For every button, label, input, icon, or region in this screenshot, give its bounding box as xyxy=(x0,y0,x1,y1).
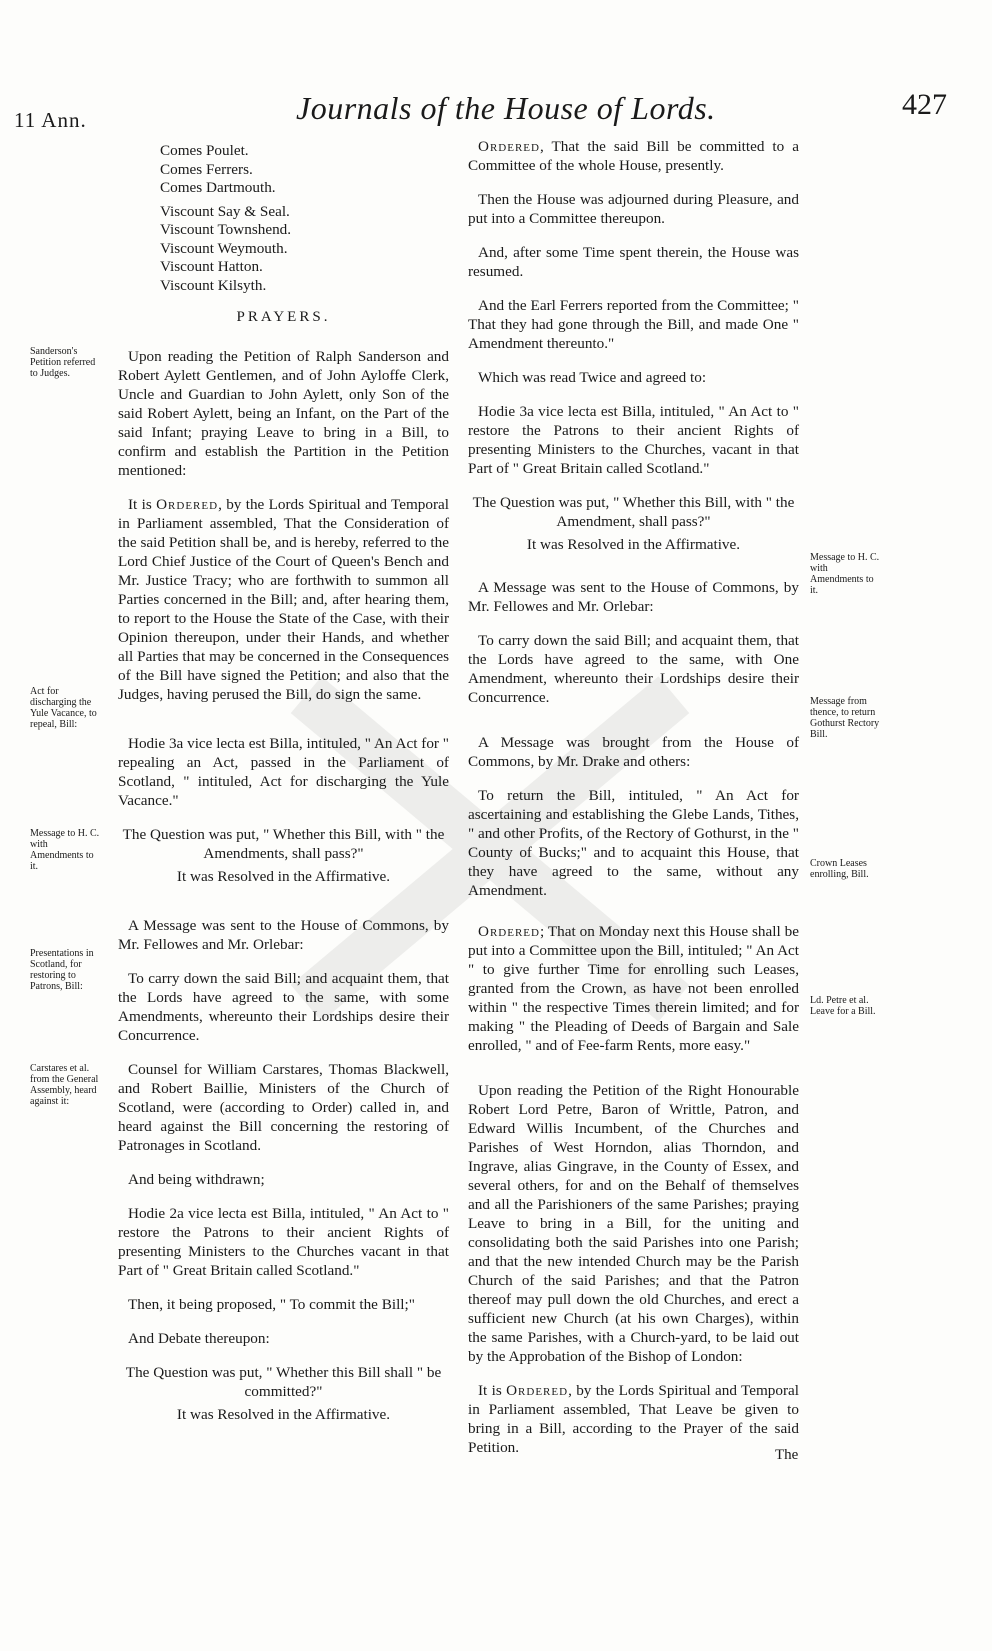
pass-question: The Question was put, " Whether this Bill, with " the Amendment, shall pass?" xyxy=(472,494,795,530)
peer-name: Viscount Weymouth. xyxy=(160,239,288,257)
prayers-heading: PRAYERS. xyxy=(236,309,331,325)
peer-name: Viscount Say & Seal. xyxy=(160,202,290,220)
leave-given-paragraph: It is Ordered, by the Lords Spiritual and Temporal in Parliament assembled, That Leave be given to bring in a Bill, according to the Prayer of the said Petition. xyxy=(468,1382,799,1456)
margin-note-crown-leases: Crown Leases enrolling, Bill. xyxy=(810,858,869,880)
reported-paragraph: And the Earl Ferrers reported from the Committee; " That they had gone through the Bill, and made One " Amendment thereunto." xyxy=(468,297,799,352)
right-column xyxy=(468,137,799,1472)
withdrawn-line: And being withdrawn; xyxy=(128,1171,265,1188)
margin-note-sanderson: Sanderson's Petition referred to Judges. xyxy=(30,346,96,379)
ordered-referral-text: , by the Lords Spiritual and Temporal in Parliament assembled, That the Consideration of the said Petition shall be, and is hereby, referred to the Lord Chief Justice of the Court of Queen's Bench and Mr. Justice Tracy; who are forthwith to summon all Parties concerned in the Bill; and, after hearing them, to report to the House the State of the Case, with their Opinion thereupon, under their Hands, and whether all Parties that may be concerned in the Consequences of the Bill have signed the Petition; and also that the Judges, having perused the Bill, do sign the same. xyxy=(118,496,449,703)
pass-resolved: It was Resolved in the Affirmative. xyxy=(526,536,741,553)
yule-resolved: It was Resolved in the Affirmative. xyxy=(176,868,391,885)
hodie-third-reading-paragraph: Hodie 3a vice lecta est Billa, intituled, " An Act to " restore the Patrons to their ancient Rights of presenting Ministers to the Churches, vacant in that Part of " Great Britain called Scotland." xyxy=(468,403,799,477)
margin-note-petre: Ld. Petre et al. Leave for a Bill. xyxy=(810,995,876,1017)
petre-petition-paragraph: Upon reading the Petition of the Right Honourable Robert Lord Petre, Baron of Writtle, Patron, and Edward Willis Incumbent, of the Churches and Parishes of West Horndon, alias Thorndon, and Ingrave, alias Gingrave, in the County of Essex, and several others, for and on the Behalf of themselves and all the Parishioners of the same Parishes; praying Leave to bring in a Bill, for the uniting and consolidating both the said Parishes into one Parish; and that the new intended Church may be the Parish Church of the said Parishes; and that the Patron thereof may pull down the old Churches, and erect a sufficient new Church (at his own Charges), within the same Parishes, with a Church-yard, to be laid out by the Approbation of the Bishop of London: xyxy=(468,1082,799,1365)
counsel-paragraph: Counsel for William Carstares, Thomas Blackwell, and Robert Baillie, Ministers of the Church of Scotland, were (according to Order) called in, and heard against the Bill concerning the restoring of Patronages in Scotland. xyxy=(118,1061,449,1154)
margin-note-message-right: Message to H. C. with Amendments to it. xyxy=(810,552,880,596)
catchword: The xyxy=(775,1447,799,1463)
journal-title: Journals of the House of Lords. xyxy=(296,90,716,126)
ordered-word: Ordered xyxy=(506,1382,569,1399)
read-twice-line: Which was read Twice and agreed to: xyxy=(478,369,707,386)
peer-name: Comes Poulet. xyxy=(160,142,249,159)
ordered-word: Ordered xyxy=(156,496,219,513)
peer-name: Viscount Hatton. xyxy=(160,258,263,275)
margin-note-message: Message to H. C. with Amendments to it. xyxy=(30,828,100,872)
peers-list xyxy=(160,142,449,295)
peer-name: Comes Dartmouth. xyxy=(160,179,276,196)
left-column xyxy=(118,142,449,1437)
page-header xyxy=(0,84,992,132)
ordered-referral-paragraph: It is Ordered, by the Lords Spiritual and Temporal in Parliament assembled, That the Consideration of the said Petition shall be, and is hereby, referred to the Lord Chief Justice of the Court of Queen's Bench and Mr. Justice Tracy; who are forthwith to summon all Parties concerned in the Bill; and, after hearing them, to report to the House the State of the Case, with their Opinion thereupon, under their Hands, and whether all Parties that may be concerned in the Consequences of the Bill have signed the Petition; and also that the Judges, having perused the Bill, do sign the same. xyxy=(118,496,449,703)
resumed-paragraph: And, after some Time spent therein, the House was resumed. xyxy=(468,244,799,280)
sanderson-petition-paragraph: Upon reading the Petition of Ralph Sanderson and Robert Aylett Gentlemen, and of John Ayloffe Clerk, Uncle and Guardian to John Aylett, only Son of the said Robert Aylett, being an Infant, on the Part of the said Infant; praying Leave to bring in a Bill, to confirm and establish the Partition in the Petition mentioned: xyxy=(118,348,449,479)
ordered-word: Ordered xyxy=(478,923,540,940)
commit-resolved: It was Resolved in the Affirmative. xyxy=(176,1406,391,1423)
monday-committee-text: ; That on Monday next this House shall be put into a Committee upon the Bill, intituled; " An Act " to give further Time for enrolling such Leases, granted from the Crown, as have not been enrolled within " the respective Times therein limited; and for making " the Pleading of Deeds of Bargain and Sale enrolled, " and of Fee-farm Rents, more easy." xyxy=(468,923,799,1054)
yule-question: The Question was put, " Whether this Bill, with " the Amendments, shall pass?" xyxy=(122,826,445,862)
margin-note-carstares: Carstares et al. from the General Assembly, heard against it: xyxy=(30,1063,99,1107)
commit-question: The Question was put, " Whether this Bill shall " be committed?" xyxy=(125,1364,442,1400)
message-paragraph: A Message was sent to the House of Commons, by Mr. Fellowes and Mr. Orlebar: xyxy=(468,579,799,615)
margin-note-yule: Act for discharging the Yule Vacance, to repeal, Bill: xyxy=(30,686,97,730)
committed-text: , That the said Bill be committed to a Committee of the whole House, presently. xyxy=(468,138,799,174)
yule-bill-paragraph: Hodie 3a vice lecta est Billa, intituled, " An Act for " repealing an Act, passed in the Parliament of Scotland, " intituled, Act for discharging the Yule Vacance." xyxy=(118,735,449,809)
committed-paragraph xyxy=(468,137,799,175)
regnal-year: 11 Ann. xyxy=(14,108,87,132)
return-bill-paragraph: To return the Bill, intituled, " An Act for ascertaining and establishing the Glebe Lands, Tithes, " and other Profits, of the Rectory of Gothurst, in the " County of Bucks;" and to acquaint this House, that they have agreed to the same, without any Amendment. xyxy=(468,787,799,899)
peer-name: Viscount Kilsyth. xyxy=(160,276,267,294)
peer-name: Viscount Townshend. xyxy=(160,221,292,238)
peer-name: Comes Ferrers. xyxy=(160,160,253,178)
hodie-second-reading-paragraph: Hodie 2a vice lecta est Billa, intituled, " An Act to " restore the Patrons to their ancient Rights of presenting Ministers to the Churches vacant in that Part of " Great Britain called Scotland." xyxy=(118,1205,449,1279)
margin-note-gothurst: Message from thence, to return Gothurst Rectory Bill. xyxy=(810,696,880,740)
carry-down-paragraph: To carry down the said Bill; and acquaint them, that the Lords have agreed to the same, with One Amendment, whereunto their Lordships desire their Concurrence. xyxy=(468,632,799,706)
debate-line: And Debate thereupon: xyxy=(128,1330,270,1347)
carry-down-paragraph: To carry down the said Bill; and acquaint them, that the Lords have agreed to the same, with some Amendments, whereunto their Lordships desire their Concurrence. xyxy=(118,970,449,1044)
brought-message-paragraph: A Message was brought from the House of Commons, by Mr. Drake and others: xyxy=(468,734,799,770)
ordered-word: Ordered xyxy=(478,138,540,155)
adjourned-paragraph: Then the House was adjourned during Pleasure, and put into a Committee thereupon. xyxy=(468,191,799,227)
monday-committee-paragraph xyxy=(468,922,799,1055)
margin-note-presentations: Presentations in Scotland, for restoring to Patrons, Bill: xyxy=(30,948,94,992)
leave-given-text: , by the Lords Spiritual and Temporal in Parliament assembled, That Leave be given to bring in a Bill, according to the Prayer of the said Petition. xyxy=(468,1382,799,1456)
message-paragraph: A Message was sent to the House of Commons, by Mr. Fellowes and Mr. Orlebar: xyxy=(118,917,449,953)
page-number: 427 xyxy=(902,88,947,121)
commit-proposal: Then, it being proposed, " To commit the Bill;" xyxy=(128,1296,415,1313)
